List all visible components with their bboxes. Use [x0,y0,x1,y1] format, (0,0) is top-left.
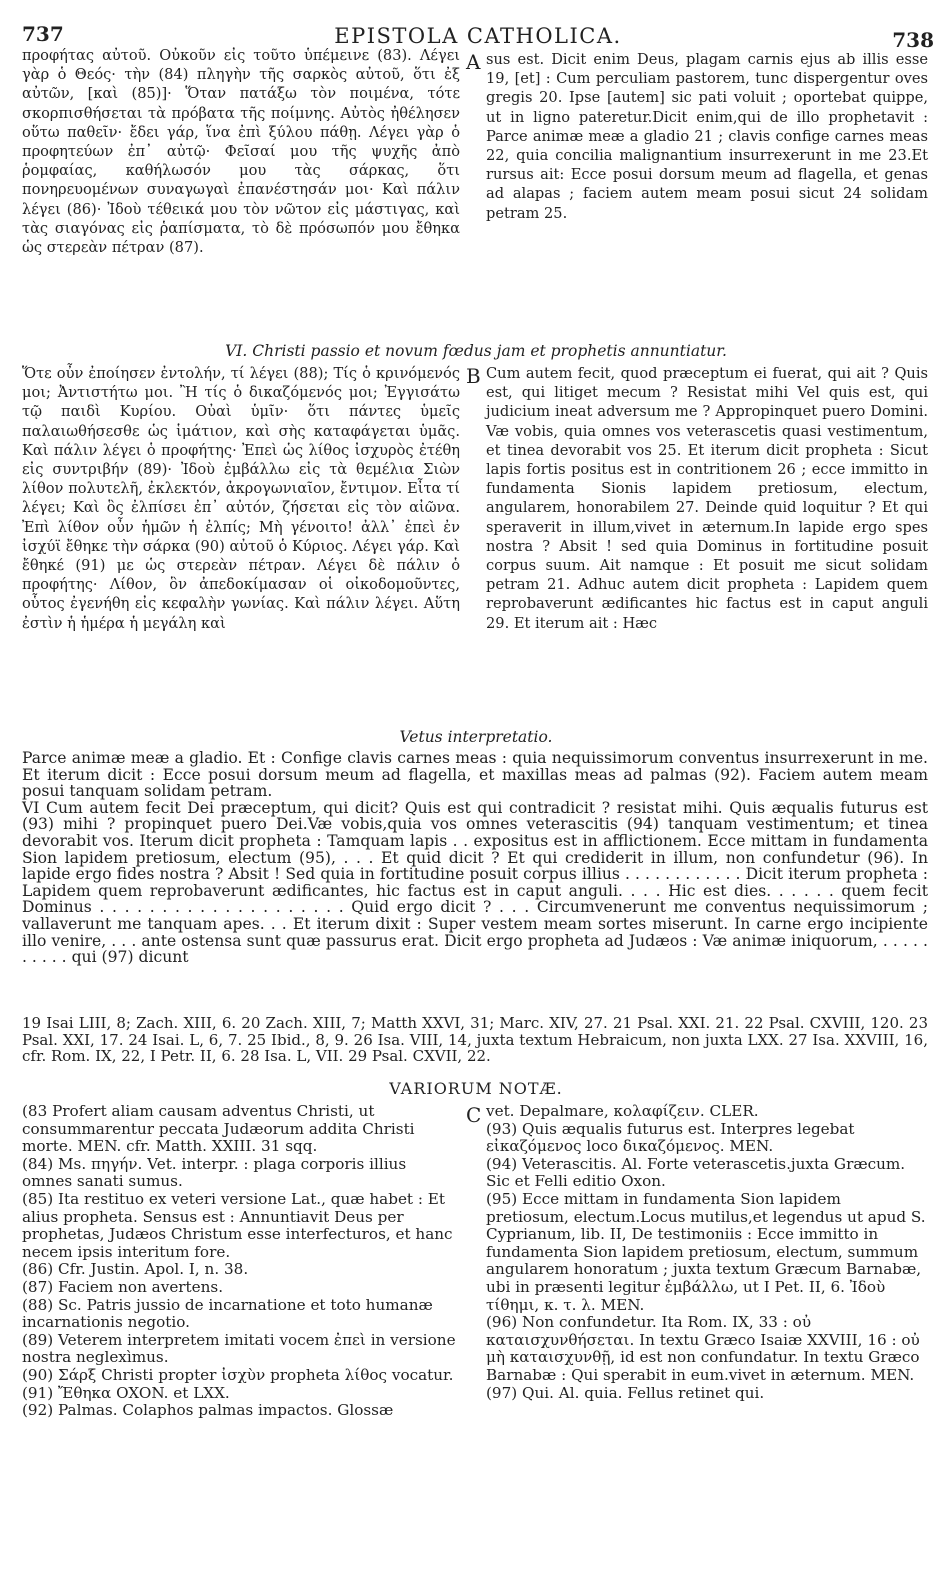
scripture-footnotes [22,1015,928,1065]
greek-text-block-1 [22,46,460,257]
greek-paragraph-1: προφήτας αὐτοῦ. Οὐκοῦν εἰς τοῦτο ὑπέμεινε (83). Λέγει γὰρ ὁ Θεός· τὴν (84) πληγὴν τῆς σαρκὸς αὐτοῦ, ὅτι ἐξ αὐτῶν, [καὶ (85)]· Ὅταν πατάξω τὸν ποιμένα, τότε σκορπισθήσεται τὰ πρόβατα τῆς ποίμνης. Αὐτὸς ἠθέλησεν οὕτω παθεῖν· ἔδει γάρ, ἵνα ἐπὶ ξύλου πάθῃ. Λέγει γὰρ ὁ προφητεύων ἐπ᾽ αὐτῷ· Φεῖσαί μου τῆς ψυχῆς ἀπὸ ῥομφαίας, καθήλωσόν μου τὰς σάρκας, ὅτι πονηρευομένων συναγωγαὶ ἐπανέστησάν μοι· Καὶ πάλιν λέγει (86)· Ἰδοὺ τέθεικά μου τὸν νῶτον εἰς μάστιγας, καὶ τὰς σιαγόνας εἰς ῥαπίσματα, τὸ δὲ πρόσωπόν μου ἔθηκα ὡς στερεὰν πέτραν (87). [22,47,460,257]
latin-text-block-2 [486,364,928,633]
column-marker-c: C [466,1103,482,1127]
vetus-paragraph-1: Parce animæ meæ a gladio. Et : Confige clavis carnes meas : quia nequissimorum conventus insurrexerunt in me. Et iterum dicit : Ecce posui dorsum meum ad flagella, et maxillas meas ad palmas (92). Faciem autem meam posui tanquam solidam petram. [22,749,928,801]
note-87: (87) Faciem non avertens. [22,1277,224,1296]
column-marker-b: B [466,364,481,388]
note-88: (88) Sc. Patris jussio de incarnatione et toto humanæ incarnationis negotio. [22,1295,433,1332]
section-heading-text: VI. Christi passio et novum fœdus jam et prophetis annuntiatur. [225,342,727,360]
note-89: (89) Veterem interpretem imitati vocem ἐπεὶ in versione nostra neglexìmus. [22,1330,456,1367]
note-86: (86) Cfr. Justin. Apol. I, n. 38. [22,1260,249,1279]
notes-left-column [22,1103,459,1420]
latin-paragraph-1: sus est. Dicit enim Deus, plagam carnis ejus ab illis esse 19, [et] : Cum perculiam pastorem, tunc dispergentur oves gregis 20. Ipse [autem] sic pati voluit ; oportebat quippe, ut in ligno pateretur.Dicit enim,qui de illo prophetavit : Parce animæ meæ a gladio 21 ; clavis confige carnes meas 22, quia concilia malignantium insurrexerunt in me 23.Et rursus ait: Ecce posui dorsum meum ad flagella, et genas ad alapas ; faciem autem meam posui sicut 24 solidam petram 25. [486,51,928,222]
note-93: (93) Quis æqualis futurus est. Interpres legebat εἰκαζόμενος loco δικαζόμενος. MEN. [486,1119,855,1156]
notes-title: VARIORUM NOTÆ. [389,1079,563,1098]
running-title: EPISTOLA CATHOLICA. [334,24,622,48]
note-96: (96) Non confundetur. Ita Rom. IX, 33 : οὐ καταισχυνθήσεται. In textu Græco Isaiæ XXVIII, 16 : οὐ μὴ καταισχυνθῇ, id est non confundatur. In textu Græco Barnabæ : Qui sperabit in eum.vivet in æternum. MEN. [486,1313,920,1384]
greek-paragraph-2: Ὅτε οὖν ἐποίησεν ἐντολήν, τί λέγει (88); Τίς ὁ κρινόμενός μοι; Ἀντιστήτω μοι. Ἢ τίς ὁ δικαζόμενός μοι; Ἐγγισάτω τῷ παιδὶ Κυρίου. Οὐαὶ ὑμῖν· ὅτι πάντες ὑμεῖς παλαιωθήσεσθε ὡς ἱμάτιον, καὶ σὴς καταφάγεται ὑμᾶς. Καὶ πάλιν λέγει ὁ προφήτης· Ἐπεὶ ὡς λίθος ἰσχυρὸς ἐτέθη εἰς συντριβήν (89)· Ἰδοὺ ἐμβάλλω εἰς τὰ θεμέλια Σιὼν λίθον πολυτελῆ, ἐκλεκτόν, ἀκρογωνιαῖον, ἔντιμον. Εἶτα τί λέγει; Καὶ ὃς ἐλπίσει ἐπ᾽ αὐτόν, ζήσεται εἰς τὸν αἰῶνα. Ἐπὶ λίθον οὖν ἡμῶν ἡ ἐλπίς; Μὴ γένοιτο! ἀλλ᾽ ἐπεὶ ἐν ἰσχύϊ ἔθηκε τὴν σάρκα (90) αὐτοῦ ὁ Κύριος. Λέγει γάρ. Καὶ ἔθηκέ (91) με ὡς στερεὰν πέτραν. Λέγει δὲ πάλιν ὁ προφήτης· Λίθον, ὃν ἀπεδοκίμασαν οἱ οἰκοδομοῦντες, οὗτος ἐγενήθη εἰς κεφαλὴν γωνίας. Καὶ πάλιν λέγει. Αὕτη ἐστὶν ἡ ἡμέρα ἡ μεγάλη καὶ [22,365,460,632]
note-84: (84) Ms. πηγήν. Vet. interpr. : plaga corporis illius omnes sanati sumus. [22,1154,407,1191]
section-heading [0,342,952,360]
column-marker-a: A [466,50,481,74]
note-92: (92) Palmas. Colaphos palmas impactos. Glossæ [22,1401,394,1420]
page-number-left: 737 [22,22,64,46]
page-number-right: 738 [892,28,934,52]
note-95: (95) Ecce mittam in fundamenta Sion lapidem pretiosum, electum.Locus mutilus,et legendus ut apud S. Cyprianum, lib. II, De testimoniis : Ecce immitto in fundamenta Sion lapidem pretiosum, electum, summum angularem honoratum ; juxta textum Græcum Barnabæ, ubi in præsenti legitur ἐμβάλλω, ut I Pet. II, 6. Ἰδοὺ τίθημι, κ. τ. λ. MEN. [486,1189,926,1314]
note-97: (97) Qui. Al. quia. Fellus retinet qui. [486,1383,765,1402]
vetus-paragraph-2: VI Cum autem fecit Dei præceptum, qui dicit? Quis est qui contradicit ? resistat mihi. Quis æqualis futurus est (93) mihi ? propinquet puero Dei.Væ vobis,quia vos omnes veterascitis (94) tanquam vestimentum; et tinea devorabit vos. Iterum dicit propheta : Tamquam lapis . . expositus est in afflictionem. Ecce mittam in fundamenta Sion lapidem pretiosum, electum (95), . . . Et quid dicit ? Et qui crediderit in illum, non confundetur (96). In lapide ergo fides nostra ? Absit ! Sed quia in fortitudine posuit corpus illius . . . . . . . . . . . . Dicit iterum propheta : Lapidem quem reprobaverunt ædificantes, hic factus est in caput anguli. . . . Hic est dies. . . . . . quem fecit Dominus . . . . . . . . . . . . . . . . . . . . Quid ergo dicit ? . . . Circumvenerunt me conventus nequissimorum ; vallaverunt me tanquam apes. . . Et iterum dixit : Super vestem meam sortes miserunt. In carne ergo incipiente illo venire, . . . ante ostensa sunt quæ passurus erat. Dicit ergo propheta ad Judæos : Væ animæ iniquorum, . . . . . . . . . . qui (97) dicunt [22,798,928,967]
note-92-continued: vet. Depalmare, κολαφίζειν. CLER. [486,1102,759,1120]
note-94: (94) Veterascitis. Al. Forte veterascetis.juxta Græcum. Sic et Felli editio Oxon. [486,1154,906,1191]
note-83: (83 Profert aliam causam adventus Christi, ut consummarentur peccata Judæorum addita Christi morte. MEN. cfr. Matth. XXIII. 31 sqq. [22,1102,415,1156]
note-91: (91) Ἔθηκα OXON. et LXX. [22,1383,230,1402]
vetus-block [22,750,928,966]
vetus-heading-text: Vetus interpretatio. [399,728,553,746]
note-85: (85) Ita restituo ex veteri versione Lat., quæ habet : Et alius propheta. Sensus est : Annuntiavit Deus per prophetas, Judæos Christum esse interfecturos, et hanc necem ipsis interitum fore. [22,1189,453,1261]
latin-text-block-1 [486,50,928,223]
footnotes-text: 19 Isai LIII, 8; Zach. XIII, 6. 20 Zach. XIII, 7; Matth XXVI, 31; Marc. XIV, 27. 21 Psal. XXI. 21. 22 Psal. CXVIII, 120. 23 Psal. XXI, 17. 24 Isai. L, 6, 7. 25 Ibid., 8, 9. 26 Isa. VIII, 14, juxta textum Hebraicum, non juxta LXX. 27 Isa. XXVIII, 16, cfr. Rom. IX, 22, I Petr. II, 6. 28 Isa. L, VII. 29 Psal. CXVII, 22. [22,1014,928,1065]
vetus-heading [0,728,952,746]
notes-right-column [486,1103,928,1402]
page-header [22,14,934,52]
greek-text-block-2 [22,364,460,633]
note-90: (90) Σάρξ Christi propter ἰσχὺν propheta λίθος vocatur. [22,1365,454,1384]
latin-paragraph-2: Cum autem fecit, quod præceptum ei fuerat, qui ait ? Quis est, qui litiget mecum ? Resistat mihi Vel quis est, qui judicium ineat adversum me ? Appropinquet puero Domini. Væ vobis, quia omnes vos veterascetis quasi vestimentum, et tinea devorabit vos 25. Et iterum dicit propheta : Sicut lapis fortis positus est in contritionem 26 ; ecce immitto in fundamenta Sionis lapidem pretiosum, electum, angularem, honorabilem 27. Deinde quid loquitur ? Et qui speraverit in illum,vivet in æternum.In lapide ergo spes nostra ? Absit ! sed quia Dominus in fortitudine posuit corpus suum. Ait namque : Et posuit me sicut solidam petram 21. Adhuc autem dicit propheta : Lapidem quem reprobaverunt ædificantes hic factus est in caput anguli 29. Et iterum ait : Hæc [486,365,928,632]
